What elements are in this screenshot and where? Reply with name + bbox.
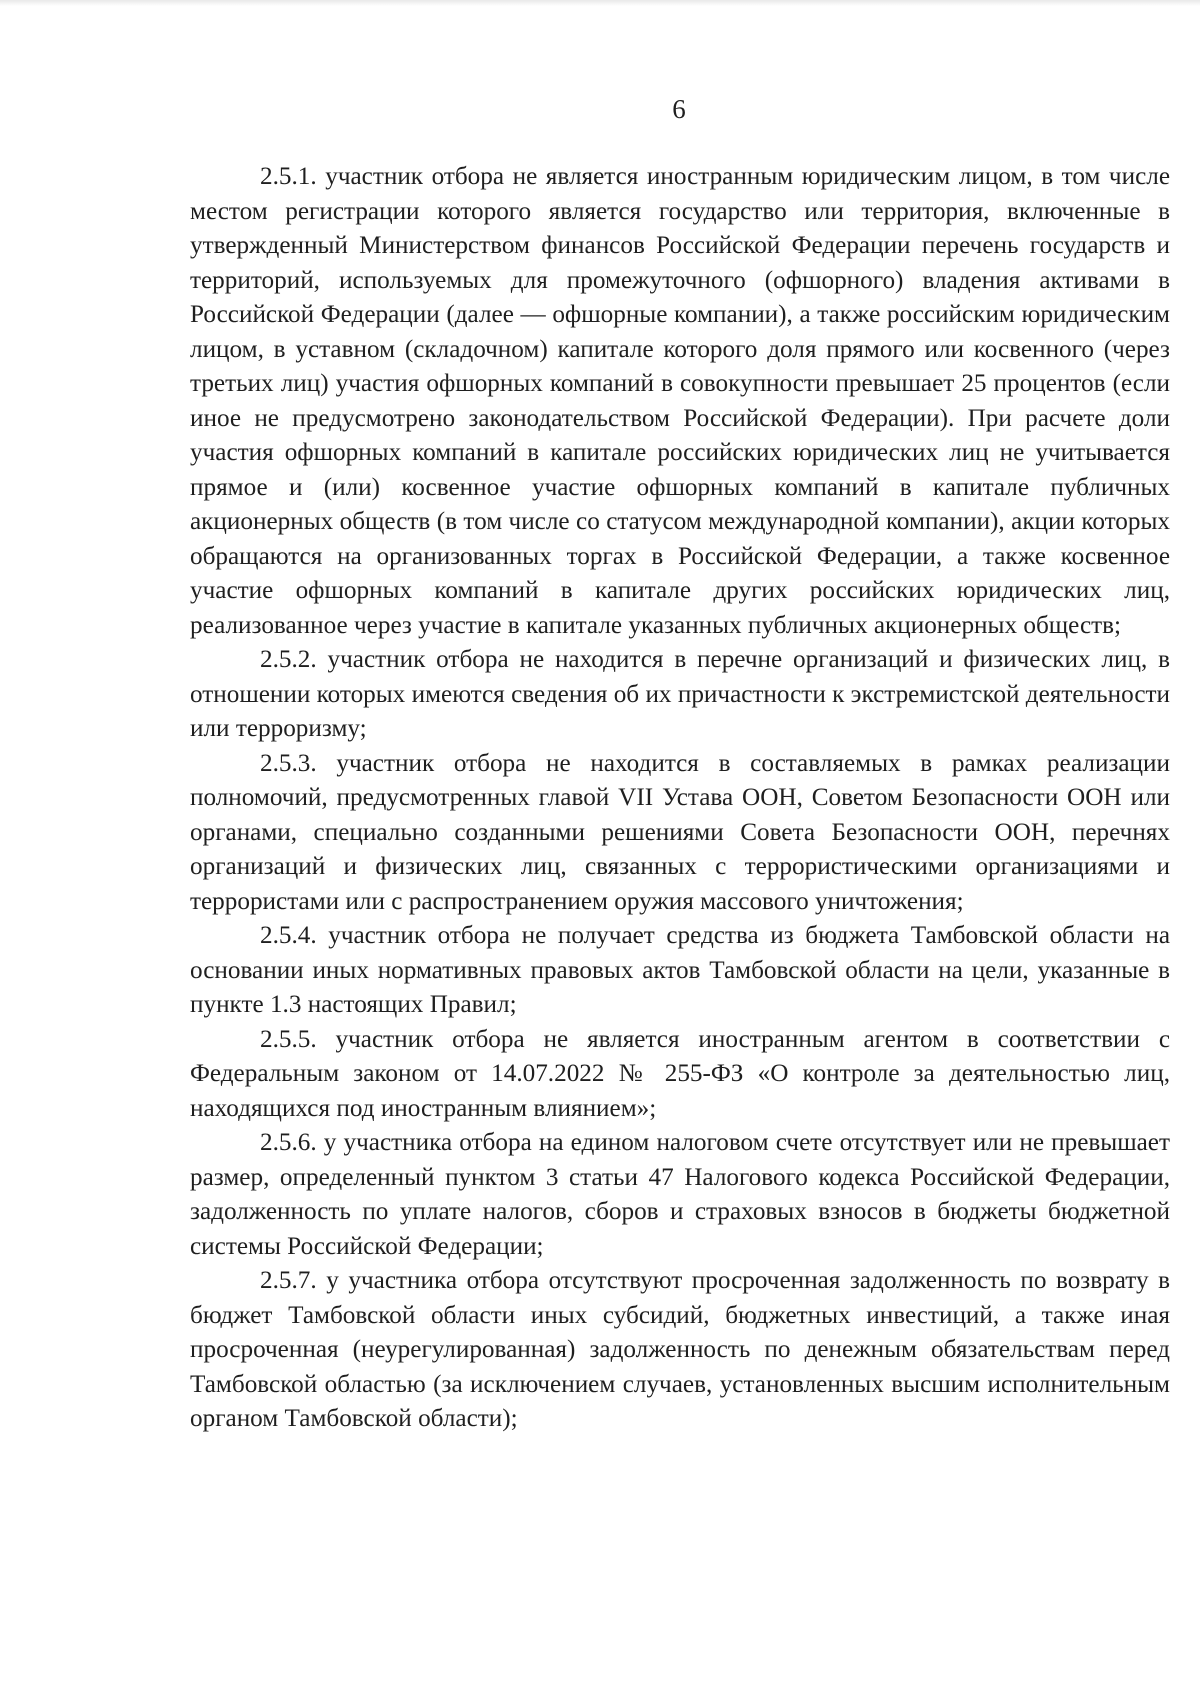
- page-number: 6: [672, 94, 686, 124]
- paragraph-2-5-5: 2.5.5. участник отбора не является иностранным агентом в соответствии с Федеральным законом от 14.07.2022 № 255-ФЗ «О контроле за деятельностью лиц, находящихся под иностранным влиянием»;: [190, 1025, 1170, 1122]
- paragraph-2-5-3: 2.5.3. участник отбора не находится в составляемых в рамках реализации полномочий, предусмотренных главой VII Устава ООН, Советом Безопасности ООН или органами, специально созданными решениями Совета Безопасности ООН, перечнях организаций и физических лиц, связанных с террористическими организациями и террористами или с распространением оружия массового уничтожения;: [190, 749, 1170, 915]
- scan-edge-shadow: [0, 0, 1200, 6]
- paragraph-2-5-4: 2.5.4. участник отбора не получает средства из бюджета Тамбовской области на основании иных нормативных правовых актов Тамбовской области на цели, указанные в пункте 1.3 настоящих Правил;: [190, 922, 1170, 1018]
- document-body: [190, 160, 1170, 1437]
- paragraph-2-5-2: 2.5.2. участник отбора не находится в перечне организаций и физических лиц, в отношении которых имеются сведения об их причастности к экстремистской деятельности или терроризму;: [190, 646, 1170, 742]
- paragraph-2-5-1: 2.5.1. участник отбора не является иностранным юридическим лицом, в том числе местом регистрации которого является государство или территория, включенные в утвержденный Министерством финансов Российской Федерации перечень государств и территорий, используемых для промежуточного (офшорного) владения активами в Российской Федерации (далее — офшорные компании), а также российским юридическим лицом, в уставном (складочном) капитале которого доля прямого или косвенного (через третьих лиц) участия офшорных компаний в совокупности превышает 25 процентов (если иное не предусмотрено законодательством Российской Федерации). При расчете доли участия офшорных компаний в капитале российских юридических лиц не учитывается прямое и (или) косвенное участие офшорных компаний в капитале публичных акционерных обществ (в том числе со статусом международной компании), акции которых обращаются на организованных торгах в Российской Федерации, а также косвенное участие офшорных компаний в капитале других российских юридических лиц, реализованное через участие в капитале указанных публичных акционерных обществ;: [190, 163, 1170, 639]
- paragraph-2-5-6: 2.5.6. у участника отбора на едином налоговом счете отсутствует или не превышает размер, определенный пунктом 3 статьи 47 Налогового кодекса Российской Федерации, задолженность по уплате налогов, сборов и страховых взносов в бюджеты бюджетной системы Российской Федерации;: [190, 1129, 1170, 1260]
- paragraph-2-5-7: 2.5.7. у участника отбора отсутствуют просроченная задолженность по возврату в бюджет Тамбовской области иных субсидий, бюджетных инвестиций, а также иная просроченная (неурегулированная) задолженность по денежным обязательствам перед Тамбовской областью (за исключением случаев, установленных высшим исполнительным органом Тамбовской области);: [190, 1267, 1170, 1432]
